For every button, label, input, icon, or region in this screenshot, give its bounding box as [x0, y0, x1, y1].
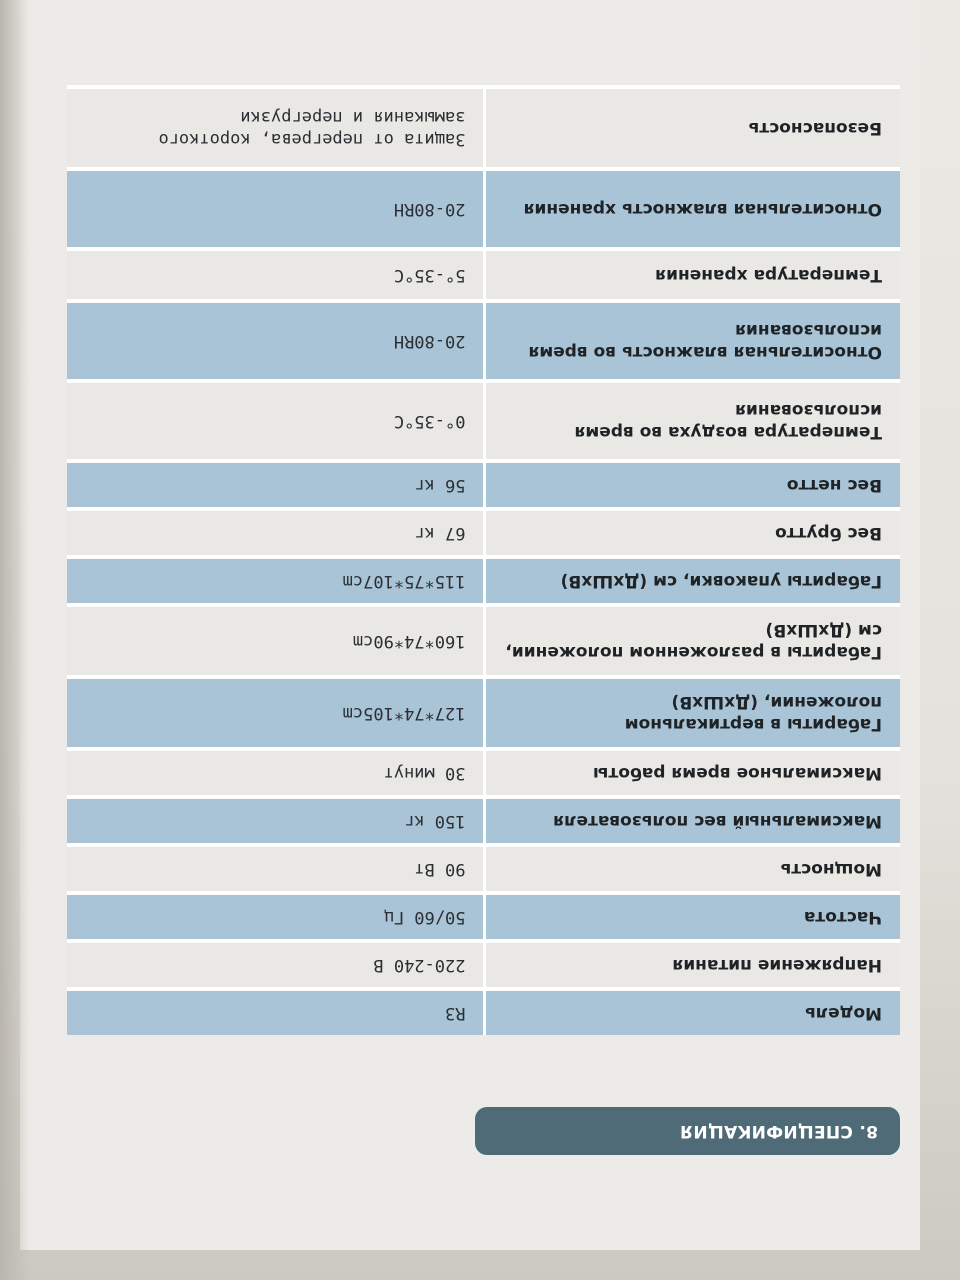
- spec-table: [67, 85, 900, 1035]
- page-edge-shadow: [0, 0, 30, 1280]
- section-title: 8. СПЕЦИФИКАЦИЯ: [679, 1121, 878, 1141]
- param-cell: Модель: [485, 989, 900, 1035]
- param-cell: Габариты в разложенном положении, см (ДхШхВ): [485, 605, 900, 677]
- value-cell: 90 Вт: [67, 845, 485, 893]
- table-row: [67, 845, 900, 893]
- table-row: [67, 989, 900, 1035]
- value-cell: 50/60 Гц: [67, 893, 485, 941]
- value-cell: 56 кг: [67, 461, 485, 509]
- table-row: [67, 87, 900, 169]
- value-cell: 150 кг: [67, 797, 485, 845]
- value-cell: 115*75*107cm: [67, 557, 485, 605]
- table-row: [67, 941, 900, 989]
- param-cell: Относительная влажность во время использования: [485, 301, 900, 381]
- value-cell: 67 кг: [67, 509, 485, 557]
- table-row: [67, 605, 900, 677]
- value-cell: 30 минут: [67, 749, 485, 797]
- param-cell: Частота: [485, 893, 900, 941]
- value-cell: 220-240 В: [67, 941, 485, 989]
- table-row: [67, 797, 900, 845]
- table-row: [67, 677, 900, 749]
- value-cell: R3: [67, 989, 485, 1035]
- table-row: [67, 749, 900, 797]
- table-row: [67, 169, 900, 249]
- table-row: [67, 557, 900, 605]
- param-cell: Напряжение питания: [485, 941, 900, 989]
- table-row: [67, 301, 900, 381]
- table-row: [67, 509, 900, 557]
- param-cell: Температура воздуха во время использования: [485, 381, 900, 461]
- param-cell: Максимальное время работы: [485, 749, 900, 797]
- param-cell: Габариты в вертикальном положении, (ДхШхВ): [485, 677, 900, 749]
- param-cell: Вес брутто: [485, 509, 900, 557]
- value-cell: 160*74*90cm: [67, 605, 485, 677]
- value-cell: 5°-35°C: [67, 249, 485, 301]
- param-cell: Температура хранения: [485, 249, 900, 301]
- value-cell: 20-80RH: [67, 301, 485, 381]
- table-row: [67, 461, 900, 509]
- param-cell: Относительная влажность хранения: [485, 169, 900, 249]
- table-row: [67, 381, 900, 461]
- param-cell: Максимальный вес пользователя: [485, 797, 900, 845]
- value-cell: 127*74*105cm: [67, 677, 485, 749]
- param-cell: Мощность: [485, 845, 900, 893]
- section-heading: [475, 1107, 900, 1155]
- param-cell: Габариты упаковки, см (ДхШхВ): [485, 557, 900, 605]
- table-row: [67, 893, 900, 941]
- param-cell: Безопасность: [485, 87, 900, 169]
- value-cell: 0°-35°C: [67, 381, 485, 461]
- value-cell: Защита от перегрева, короткого замыкания и перегрузки: [67, 87, 485, 169]
- value-cell: 20-80RH: [67, 169, 485, 249]
- param-cell: Вес нетто: [485, 461, 900, 509]
- table-row: [67, 249, 900, 301]
